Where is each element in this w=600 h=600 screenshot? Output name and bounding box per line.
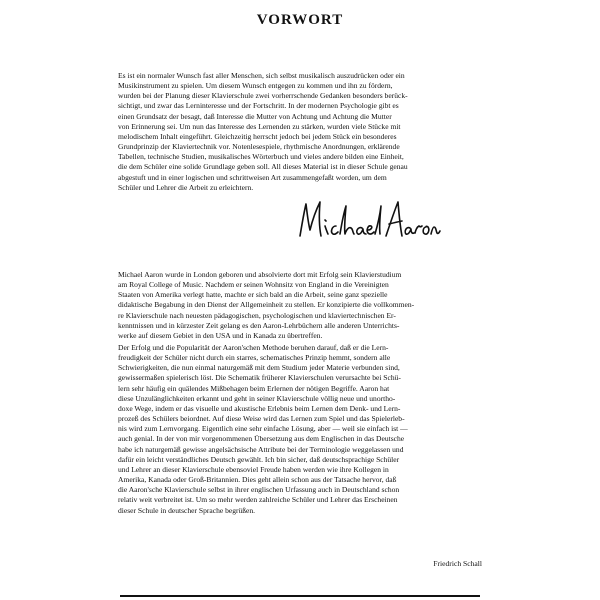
method-line: freudigkeit der Schüler nicht durch ein starres, schematisches Prinzip hemmt, sondern alle	[118, 353, 391, 363]
method-line: doxe Wege, indem er das visuelle und akustische Erlebnis beim Lernen dem Denk- und Lern-	[118, 403, 401, 413]
biography-line: Michael Aaron wurde in London geboren und absolvierte dort mit Erfolg sein Klavierstudium	[118, 270, 402, 279]
intro-line: Grundprinzip der Klaviertechnik vor. Notenlesespiele, rhythmische Anordnungen, erklärende	[118, 142, 400, 152]
bottom-rule	[120, 595, 480, 597]
intro-line: wurden bei der Planung dieser Klavierschule zwei vorherrschende Gedanken besonders berück-	[118, 91, 408, 101]
method-line: Schwierigkeiten, die nun einmal naturgemäß mit dem Studium jeder Materie verbunden sind,	[118, 363, 400, 373]
method-paragraph	[118, 343, 482, 516]
method-line: Der Erfolg und die Popularität der Aaron'schen Methode beruhen darauf, daß er die Lern-	[118, 343, 389, 352]
method-line: die Aaron'sche Klavierschule selbst in ihrer englischen Urfassung auch in Deutschland schon	[118, 485, 400, 495]
biography-line: am Royal College of Music. Nachdem er seinen Wohnsitz von England in die Vereinigten	[118, 280, 389, 290]
method-line: lern sehr häufig ein quälendes Mißbehagen beim Erlernen der nötigen Begriffe. Aaron hat	[118, 383, 390, 393]
intro-line: die dem Schüler eine solide Grundlage geben soll. All dieses Material ist in dieser Schule genau	[118, 162, 408, 172]
intro-line: einen Grundsatz der besagt, daß Interesse die Mutter von Achtung und Achtung die Mutter	[118, 111, 392, 121]
method-line: dafür ein leicht verständliches Deutsch gewählt. Ich bin sicher, daß deutschsprachige Schüler	[118, 454, 400, 464]
method-line: gewissermaßen spielerisch löst. Die Schematik früherer Klavierschulen verursachte bei Schü-	[118, 373, 401, 383]
method-line: diese Unzulänglichkeiten erkannt und geht in seiner Klavierschule völlig neue und unortho-	[118, 393, 396, 403]
method-line: nis wird zum Lernvorgang. Eigentlich eine sehr einfache Lösung, aber — weil sie einfach ist —	[118, 424, 408, 434]
biography-line: kenntnissen und in kürzester Zeit gelang es den Aaron-Lehrbüchern alle anderen Unterrichts-	[118, 320, 400, 330]
intro-line: von Erinnerung sei. Um nun das Interesse des Lernenden zu stärken, wurden viele Stücke mit	[118, 121, 401, 131]
intro-line: melodischem Inhalt eingeführt. Gleichzeitig herrscht jedoch bei jedem Stück ein besonderes	[118, 131, 397, 141]
method-line: prozeß des Schülers beiordnet. Auf diese Weise wird das Lernen zum Spiel und das Spielerleb-	[118, 414, 405, 424]
biography-paragraph	[118, 270, 482, 341]
biography-line: re Klavierschule nach neuesten pädagogischen, psychologischen und klaviertechnischen Er-	[118, 310, 396, 320]
method-line: relativ weit verbreitet ist. Um so mehr werden zahlreiche Schüler und Lehrer das Erscheinen	[118, 495, 398, 505]
signature-image	[292, 196, 442, 244]
biography-line: werke auf diesem Gebiet in den USA und in Kanada zu übertreffen.	[118, 330, 323, 340]
intro-line: abgestuft und in einer logischen und schrittweisen Art zusammengefaßt worden, um dem	[118, 172, 387, 182]
biography-line: didaktische Begabung in den Dienst der Allgemeinheit zu stellen. Er konzipierte die vollkommen-	[118, 300, 415, 310]
method-line: und Lehrer an dieser Klavierschule ebensoviel Freude haben werden wie ihre Kollegen in	[118, 464, 389, 474]
page-title: VORWORT	[256, 12, 344, 28]
intro-paragraph	[118, 71, 482, 193]
intro-line: Es ist ein normaler Wunsch fast aller Menschen, sich selbst musikalisch auszudrücken oder ein	[118, 71, 405, 80]
intro-line: sichtigt, und zwar das Lerninteresse und der Fortschritt. In der modernen Psychologie gibt es	[118, 101, 399, 111]
intro-line: Tabellen, technische Studien, musikalisches Wörterbuch und vieles andere bilden eine Einheit,	[118, 152, 404, 162]
method-line: habe ich naturgemäß gewisse angelsächsische Attribute bei der Terminologie weggelassen und	[118, 444, 404, 454]
intro-line: Musikinstrument zu spielen. Um diesem Wunsch entgegen zu kommen und ihn zu fördern,	[118, 81, 393, 91]
method-line: auch genial. In der von mir vorgenommenen Übersetzung aus dem Englischen in das Deutsche	[118, 434, 405, 444]
method-line: Amerika, Kanada oder Groß-Britannien. Dies geht allein schon aus der Tatsache hervor, daß	[118, 475, 397, 485]
translator-name: Friedrich Schall	[433, 559, 482, 568]
intro-line: Schüler und Lehrer die Arbeit zu erleichtern.	[118, 182, 254, 192]
method-line: dieser Schule in deutscher Sprache begrüßen.	[118, 505, 256, 515]
biography-line: Staaten von Amerika verlegt hatte, machte er sich bald an die Arbeit, seine ganz spezielle	[118, 290, 388, 300]
